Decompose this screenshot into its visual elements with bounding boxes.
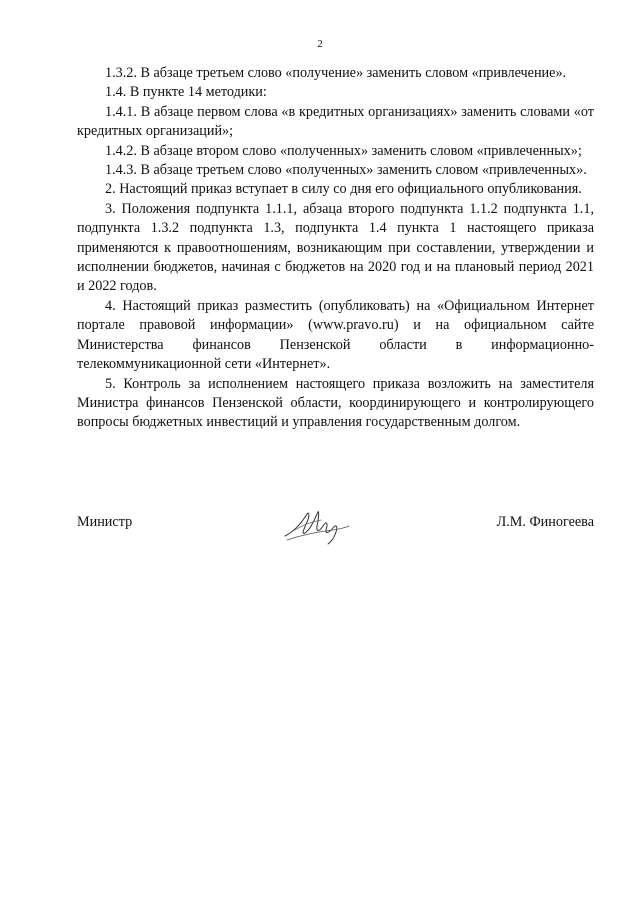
handwritten-signature: [281, 502, 351, 546]
paragraph-5: 5. Контроль за исполнением настоящего приказа возложить на заместителя Министра финансов Пензенской области, координирующего и контролирующего вопросы бюджетных инвестиций и управления государственным долгом.: [77, 375, 594, 431]
paragraph-4: 4. Настоящий приказ разместить (опубликовать) на «Официальном Интернет портале правовой информации» (www.pravo.ru) и на официальном сайте Министерства финансов Пензенской области в информационно-телекоммуникационной сети «Интернет».: [77, 297, 594, 373]
paragraph-1-4-2: 1.4.2. В абзаце втором слово «полученных» заменить словом «привлеченных»;: [105, 142, 582, 159]
paragraph-1-3-2: 1.3.2. В абзаце третьем слово «получение» заменить словом «привлечение».: [105, 65, 567, 81]
signature-block: [77, 502, 594, 550]
paragraph-1-4-3: 1.4.3. В абзаце третьем слово «полученных» заменить словом «привлеченных».: [105, 162, 587, 179]
paragraph-2: 2. Настоящий приказ вступает в силу со дня его официального опубликования.: [105, 181, 582, 198]
paragraph-1-4: 1.4. В пункте 14 методики:: [105, 84, 267, 101]
signer-title: Министр: [77, 514, 133, 530]
paragraph-3: 3. Положения подпункта 1.1.1, абзаца второго подпункта 1.1.2 подпункта 1.1, подпункта 1.3.2 подпункта 1.3, подпункта 1.4 пункта 1 настоящего приказа применяются к правоотношениям, возникающим при составлении, утверждении и исполнении бюджетов, начиная с бюджетов на 2020 год и на плановый период 2021 и 2022 годов.: [77, 200, 594, 295]
page-number: 2: [317, 38, 323, 50]
order-body: [77, 64, 594, 433]
paragraph-1-4-1: 1.4.1. В абзаце первом слова «в кредитных организациях» заменить словами «от кредитных организаций»;: [77, 103, 594, 140]
signer-name: Л.М. Финогеева: [496, 514, 594, 530]
